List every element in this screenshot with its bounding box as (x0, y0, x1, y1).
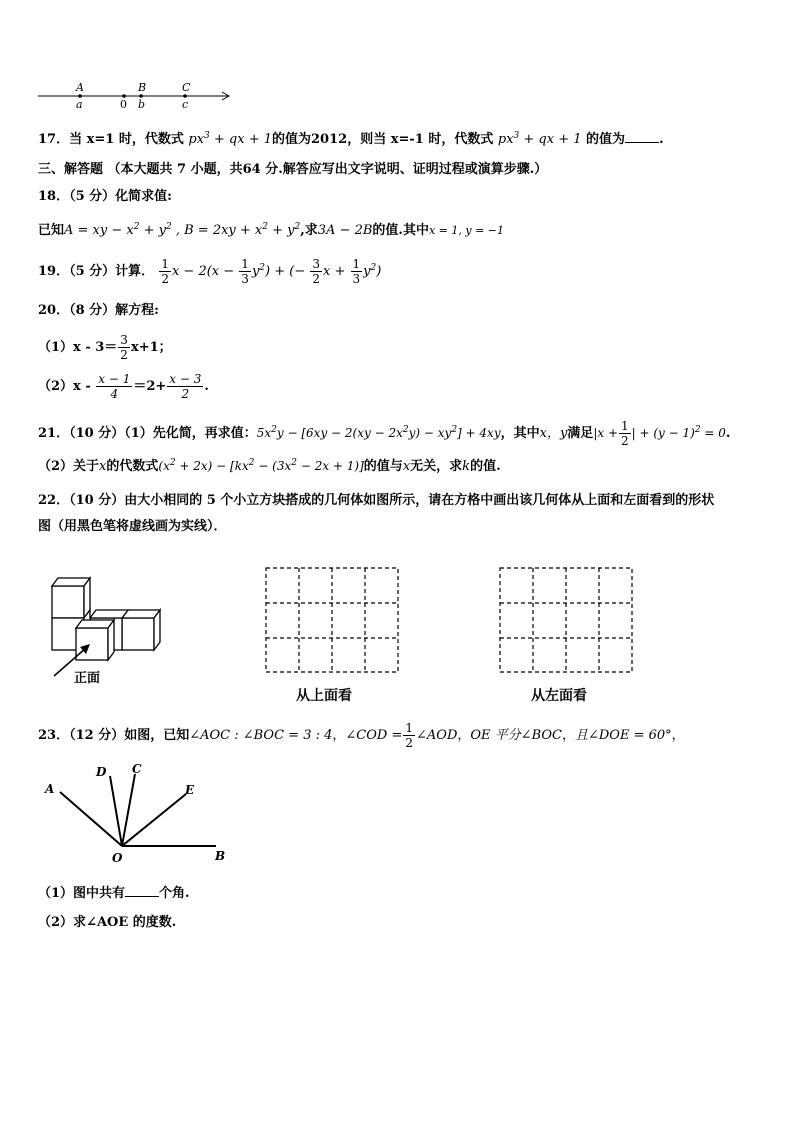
question-20-part2: （2）x - $\frac{x - 1}{4}$ ＝2+ $\frac{x - 3}{2}$ . (38, 372, 209, 401)
left-view-caption: 从左面看 (531, 688, 587, 704)
answer-blank-23[interactable] (125, 884, 159, 897)
question-19: 19．（5 分）计算． $\frac{1}{2}$ x − 2(x − $\frac{1}{3}$ $y^2$) + (− $\frac{3}{2}$ x + $\frac{1}{3}$ $y^2$) (38, 257, 382, 286)
zero-label: 0 (120, 98, 127, 111)
point-b-label: b (138, 98, 146, 111)
question-23-part2: （2）求∠AOE 的度数. (38, 915, 177, 930)
front-label: 正面 (74, 671, 101, 686)
question-20-part1: （1）x - 3＝ $\frac{3}{2}$ x+1； (38, 333, 172, 362)
label-O: O (112, 851, 123, 865)
number-line (36, 80, 236, 112)
question-23-head: 23．（12 分）如图，已知∠AOC : ∠BOC = 3 : 4，∠COD = $\frac{1}{2}$ ∠AOD，OE 平分∠BOC，且∠DOE = 60°， (38, 721, 685, 750)
question-18-body: 已知A = xy − $x^2 + y^2$ , $B = 2xy + x^2 + y^2$,求3A − 2B的值.其中x = 1, y = −1 (38, 222, 504, 238)
label-A: A (45, 782, 55, 796)
top-view-grid[interactable] (264, 566, 400, 676)
question-22-line1: 22．（10 分）由大小相同的 5 个小立方块搭成的几何体如图所示，请在方格中画出该几何体从上面和左面看到的形状 (38, 493, 715, 508)
point-c-label: c (182, 98, 189, 111)
angle-figure (40, 760, 240, 868)
question-23-part1: （1）图中共有 个角. (38, 886, 190, 901)
label-D: D (96, 765, 107, 779)
label-C: C (132, 762, 142, 776)
question-21-part1: 21．（10 分）（1）先化简，再求值：$5x^2y - [6xy - 2(xy - 2x^2y) - xy^2] + 4xy$，其中x，y满足|x + $\frac{1}{2}$ | + $(y - 1)^2 = 0$. (38, 419, 731, 448)
point-A-label: A (76, 81, 84, 94)
label-E: E (185, 783, 195, 797)
question-17: 17．当 x=1 时，代数式 $px^3$ + qx + 1的值为2012，则当 x=-1 时，代数式 $px^3$ + qx + 1 的值为 . (38, 131, 664, 147)
label-B: B (215, 849, 226, 863)
question-21-part2: （2）关于x的代数式$(x^2 + 2x) - [kx^2 - (3x^2 - 2x + 1)]$的值与x无关，求k的值. (38, 458, 501, 474)
section-3-heading: 三、解答题 （本大题共 7 小题，共64 分.解答应写出文字说明、证明过程或演算步骤.） (38, 162, 548, 177)
answer-blank-17[interactable] (625, 130, 659, 143)
question-18-heading: 18．（5 分）化简求值: (38, 189, 172, 204)
left-view-grid[interactable] (498, 566, 634, 676)
cube-solid-figure (44, 568, 174, 688)
point-a-label: a (76, 98, 83, 111)
top-view-caption: 从上面看 (296, 688, 352, 704)
point-C-label: C (182, 81, 191, 94)
question-22-line2: 图（用黑色笔将虚线画为实线）． (38, 519, 227, 534)
point-B-label: B (138, 81, 147, 94)
question-20-heading: 20．（8 分）解方程: (38, 303, 159, 318)
